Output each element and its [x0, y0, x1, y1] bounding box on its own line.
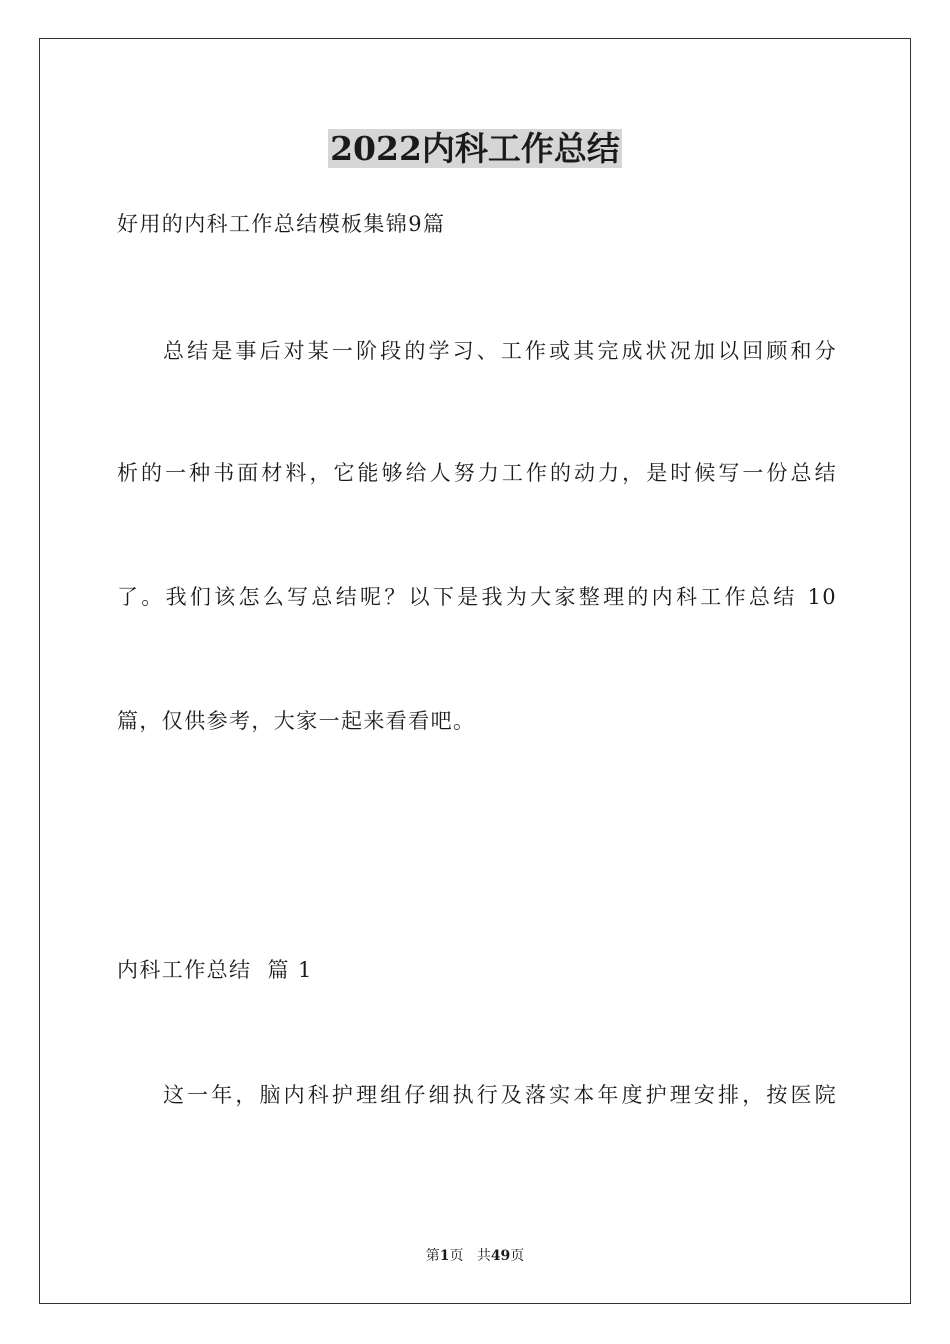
footer-page-suffix: 页	[449, 1248, 464, 1264]
footer-page-number: 1	[439, 1248, 450, 1264]
footer-prefix: 第	[425, 1248, 440, 1264]
document-title	[0, 127, 950, 171]
intro-line-1: 总结是事后对某一阶段的学习、工作或其完成状况加以回顾和分	[163, 339, 837, 363]
document-title-text: 2022内科工作总结	[330, 129, 620, 168]
intro-line-4: 篇，仅供参考，大家一起来看看吧。	[117, 709, 476, 733]
footer-total-suffix: 页	[510, 1248, 525, 1264]
intro-line-2: 析的一种书面材料，它能够给人努力工作的动力，是时候写一份总结	[117, 461, 837, 485]
intro-line-3: 了。我们该怎么写总结呢？以下是我为大家整理的内科工作总结 10	[117, 585, 837, 609]
footer-total-pages: 49	[490, 1248, 511, 1264]
document-subtitle: 好用的内科工作总结模板集锦9篇	[117, 212, 446, 236]
page-footer	[0, 1246, 950, 1266]
section-paragraph-line-1: 这一年，脑内科护理组仔细执行及落实本年度护理安排，按医院	[163, 1083, 837, 1107]
footer-total-prefix: 共	[476, 1248, 491, 1264]
section-heading: 内科工作总结 篇 1	[117, 958, 313, 982]
